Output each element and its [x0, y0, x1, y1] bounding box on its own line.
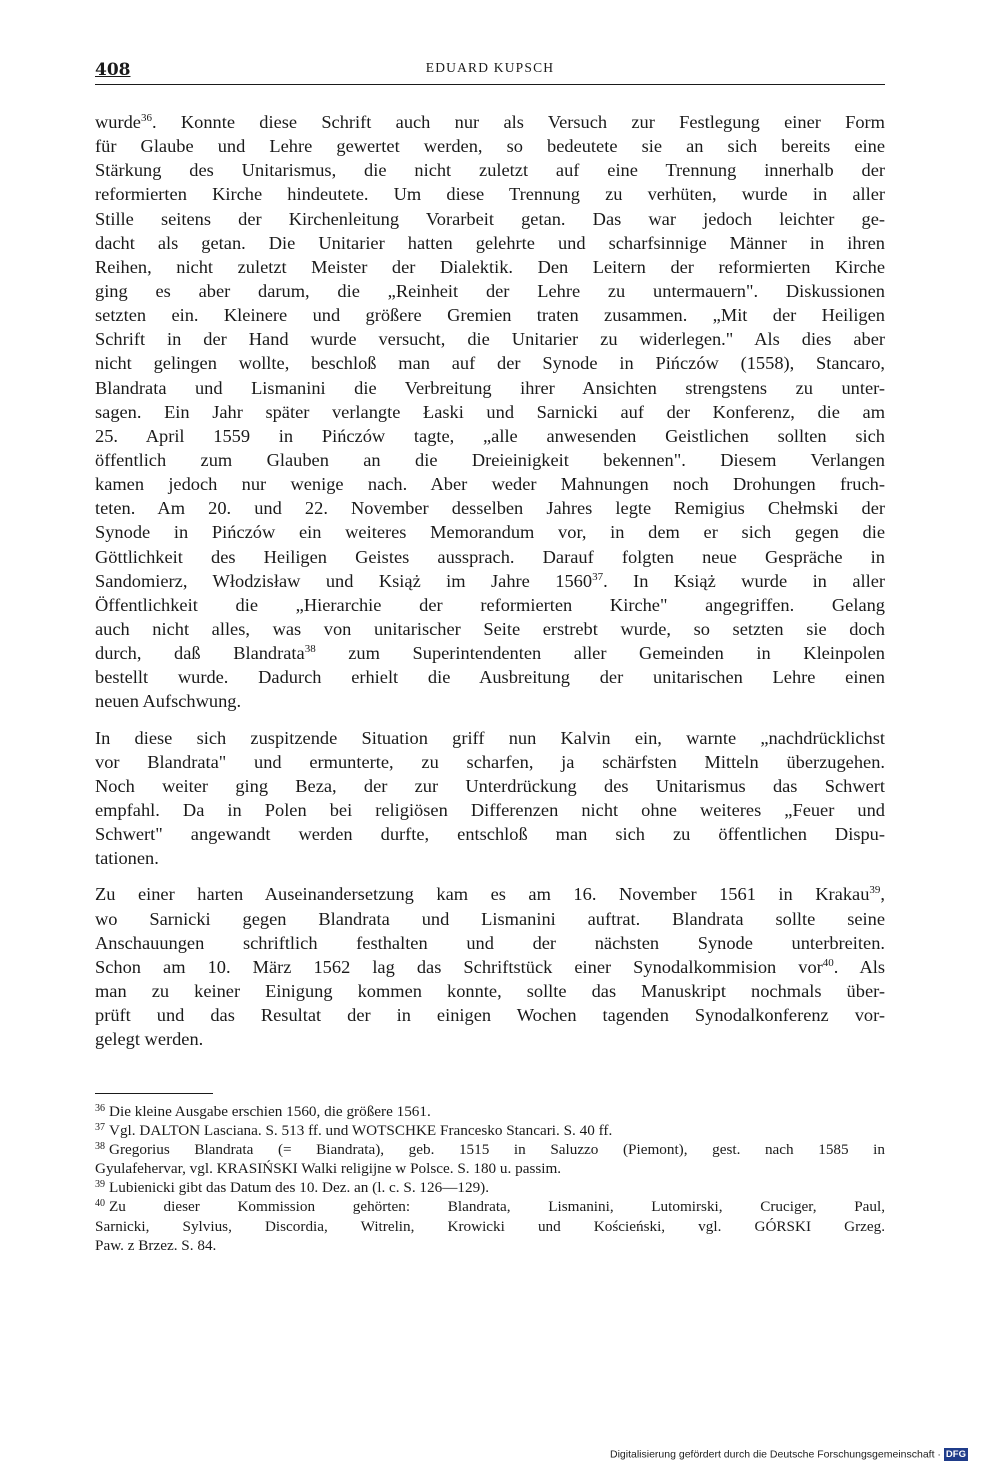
text-line — [95, 424, 885, 448]
footnote-line — [95, 1102, 885, 1121]
footnote-line — [95, 1197, 885, 1216]
footnote-reference[interactable]: 40 — [822, 956, 834, 969]
page-number: 408 — [95, 60, 131, 80]
footnote-separator — [95, 1093, 213, 1094]
text-line — [95, 665, 885, 689]
footnote-line — [95, 1217, 885, 1236]
text-run: 25. April 1559 in Pińczów tagte, „alle anwesenden Geistlichen sollten sich — [95, 425, 885, 446]
text-line — [95, 376, 885, 400]
footnote-number: 38 — [95, 1141, 105, 1153]
text-run: Stärkung des Unitarismus, die nicht zuletzt auf eine Trennung innerhalb der — [95, 160, 885, 181]
text-run: empfahl. Da in Polen bei religiösen Differenzen nicht ohne weiteres „Feuer und — [95, 799, 885, 820]
text-run: auch nicht alles, was von unitarischer Seite erstrebt wurde, so setzten sie doch — [95, 618, 885, 639]
text-run: wurde — [95, 112, 141, 132]
dfg-logo: DFG — [945, 1449, 966, 1460]
text-run: Stille seitens der Kirchenleitung Vorarbeit getan. Das war jedoch leichter ge- — [95, 208, 885, 229]
text-line — [95, 569, 885, 593]
text-run: durch, daß Blandrata — [95, 643, 305, 664]
text-line — [95, 327, 885, 351]
text-run: prüft und das Resultat der in einigen Wochen tagenden Synodalkonferenz vor- — [95, 1005, 885, 1026]
footnote-text: Die kleine Ausgabe erschien 1560, die größere 1561. — [109, 1103, 431, 1120]
text-line — [95, 182, 885, 206]
footnote — [95, 1178, 885, 1197]
footnote-line — [95, 1140, 885, 1159]
text-line — [95, 955, 885, 979]
text-run: öffentlich zum Glauben an die Dreieinigkeit bekennen". Diesem Verlangen — [95, 449, 885, 470]
footnote-number: 40 — [95, 1198, 105, 1210]
paragraph — [95, 726, 885, 871]
text-line — [95, 207, 885, 231]
text-run: Schwert" angewandt werden durfte, entschloß man sich zu öffentlichen Dispu- — [95, 824, 885, 845]
footnote-text: Paw. z Brzez. S. 84. — [95, 1236, 217, 1254]
footnote — [95, 1140, 885, 1178]
text-run: tationen. — [95, 848, 159, 869]
text-run: dacht als getan. Die Unitarier hatten gelehrte und scharfsinnige Männer in ihren — [95, 232, 885, 253]
text-line — [95, 798, 885, 822]
text-run: vor Blandrata" und ermunterte, zu scharfen, ja schärfsten Mitteln überzugehen. — [95, 751, 885, 772]
text-run: wo Sarnicki gegen Blandrata und Lismanini auftrat. Blandrata sollte seine — [95, 908, 885, 929]
text-line — [95, 774, 885, 798]
text-run: Synode in Pińczów ein weiteres Memorandum vor, in dem er sich gegen die — [95, 522, 885, 543]
paragraph — [95, 110, 885, 714]
text-run: neuen Aufschwung. — [95, 691, 242, 712]
text-run: Noch weiter ging Beza, der zur Unterdrückung des Unitarismus das Schwert — [95, 775, 885, 796]
text-run: bestellt wurde. Dadurch erhielt die Ausbreitung der unitarischen Lehre einen — [95, 667, 885, 688]
text-run: , — [880, 884, 885, 905]
text-run: gelegt werden. — [95, 1029, 204, 1050]
text-run: sagen. Ein Jahr später verlangte Łaski und Sarnicki auf der Konferenz, die am — [95, 401, 885, 422]
text-line — [95, 496, 885, 520]
footnote — [95, 1102, 885, 1121]
text-run: Sandomierz, Włodzisław und Książ im Jahre 1560 — [95, 570, 593, 591]
digitization-credit — [610, 1448, 968, 1464]
footnote — [95, 1121, 885, 1140]
text-line — [95, 882, 885, 906]
text-run: Göttlichkeit des Heiligen Geistes aussprach. Darauf folgten neue Gespräche in — [95, 546, 885, 567]
text-run: zum Superintendenten aller Gemeinden in Kleinpolen — [315, 643, 885, 664]
running-head — [95, 58, 885, 85]
text-run: teten. Am 20. und 22. November desselben Jahres legte Remigius Chełmski der — [95, 498, 885, 519]
text-line — [95, 400, 885, 424]
footnote-text: Lubienicki gibt das Datum des 10. Dez. an (l. c. S. 126—129). — [109, 1179, 490, 1197]
footnote-text: Gregorius Blandrata (= Biandrata), geb. 1515 in Saluzzo (Piemont), gest. nach 1585 in — [109, 1141, 885, 1159]
text-line — [95, 134, 885, 158]
text-line — [95, 1003, 885, 1027]
text-line — [95, 641, 885, 665]
footnote-reference[interactable]: 37 — [592, 570, 604, 583]
text-line — [95, 448, 885, 472]
text-run: Zu einer harten Auseinandersetzung kam es am 16. November 1561 in Krakau — [95, 884, 870, 905]
footnote-line — [95, 1178, 885, 1197]
footnote-text: Zu dieser Kommission gehörten: Blandrata, Lismanini, Lutomirski, Cruciger, Paul, — [109, 1198, 885, 1216]
footnote-text: Gyulafehervar, vgl. KRASIŃSKI Walki religijne w Polsce. S. 180 u. passim. — [95, 1160, 562, 1178]
text-run: . In Książ wurde in aller — [603, 570, 885, 591]
text-line — [95, 846, 885, 870]
text-line — [95, 822, 885, 846]
text-run: man zu keiner Einigung kommen konnte, sollte das Manuskript nochmals über- — [95, 980, 885, 1001]
footnote-number: 39 — [95, 1179, 105, 1191]
text-run: Reihen, nicht zuletzt Meister der Dialektik. Den Leitern der reformierten Kirche — [95, 256, 885, 277]
text-line — [95, 255, 885, 279]
footnote-number: 36 — [95, 1103, 105, 1114]
footnote-reference[interactable]: 36 — [140, 112, 152, 124]
footnote-text: Vgl. DALTON Lasciana. S. 513 ff. und WOTSCHKE Francesko Stancari. S. 40 ff. — [109, 1122, 613, 1140]
footnote-line — [95, 1159, 885, 1178]
text-line — [95, 593, 885, 617]
text-run: . Konnte diese Schrift auch nur als Versuch zur Festlegung einer Form — [151, 112, 885, 132]
text-line — [95, 279, 885, 303]
text-line — [95, 689, 885, 713]
text-run: Anschauungen schriftlich festhalten und der nächsten Synode unterbreiten. — [95, 932, 885, 953]
footnotes — [95, 1102, 885, 1255]
text-run: für Glaube und Lehre gewertet werden, so bedeutete sie an sich bereits eine — [95, 136, 885, 157]
body-text — [95, 110, 885, 1051]
text-run: Schon am 10. März 1562 lag das Schriftstück einer Synodalkommision vor — [95, 956, 823, 977]
text-line — [95, 1027, 885, 1051]
paragraph — [95, 882, 885, 1051]
text-run: Schrift in der Hand wurde versucht, die Unitarier zu widerlegen." Als dies aber — [95, 329, 885, 350]
text-line — [95, 351, 885, 375]
text-line — [95, 520, 885, 544]
text-run: reformierten Kirche hindeutete. Um diese Trennung zu verhüten, wurde in aller — [95, 184, 885, 205]
text-run: setzten ein. Kleinere und größere Gremien traten zusammen. „Mit der Heiligen — [95, 305, 885, 326]
text-run: kamen jedoch nur wenige nach. Aber weder Mahnungen noch Drohungen fruch- — [95, 474, 885, 495]
footnote — [95, 1197, 885, 1254]
text-line — [95, 158, 885, 182]
text-line — [95, 303, 885, 327]
text-line — [95, 472, 885, 496]
footnote-text: Sarnicki, Sylvius, Discordia, Witrelin, Krowicki und Kościeński, vgl. GÓRSKI Grzeg. — [95, 1217, 885, 1235]
text-run: Blandrata und Lismanini die Verbreitung ihrer Ansichten strengstens zu unter- — [95, 377, 885, 398]
footnote-reference[interactable]: 38 — [304, 643, 316, 656]
text-run: . Als — [833, 956, 885, 977]
text-line — [95, 110, 885, 134]
footnote-line — [95, 1236, 885, 1255]
text-run: nicht gelingen wollte, beschloß man auf der Synode in Pińczów (1558), Stancaro, — [95, 353, 885, 374]
running-title: EDUARD KUPSCH — [425, 60, 555, 75]
footnote-line — [95, 1121, 885, 1140]
text-line — [95, 979, 885, 1003]
digitization-note: Digitalisierung gefördert durch die Deutsche Forschungsgemeinschaft · — [610, 1448, 941, 1461]
text-line — [95, 231, 885, 255]
text-run: ging es aber darum, die „Reinheit der Lehre zu untermauern". Diskussionen — [95, 280, 885, 301]
text-line — [95, 931, 885, 955]
footnote-reference[interactable]: 39 — [869, 884, 881, 897]
text-run: Öffentlichkeit die „Hierarchie der reformierten Kirche" angegriffen. Gelang — [95, 594, 885, 615]
text-line — [95, 726, 885, 750]
footnote-number: 37 — [95, 1122, 105, 1134]
text-line — [95, 617, 885, 641]
text-line — [95, 907, 885, 931]
text-run: In diese sich zuspitzende Situation griff nun Kalvin ein, warnte „nachdrücklichst — [95, 727, 885, 748]
text-line — [95, 750, 885, 774]
paragraph-gap — [95, 714, 885, 726]
paragraph-gap — [95, 870, 885, 882]
text-line — [95, 545, 885, 569]
